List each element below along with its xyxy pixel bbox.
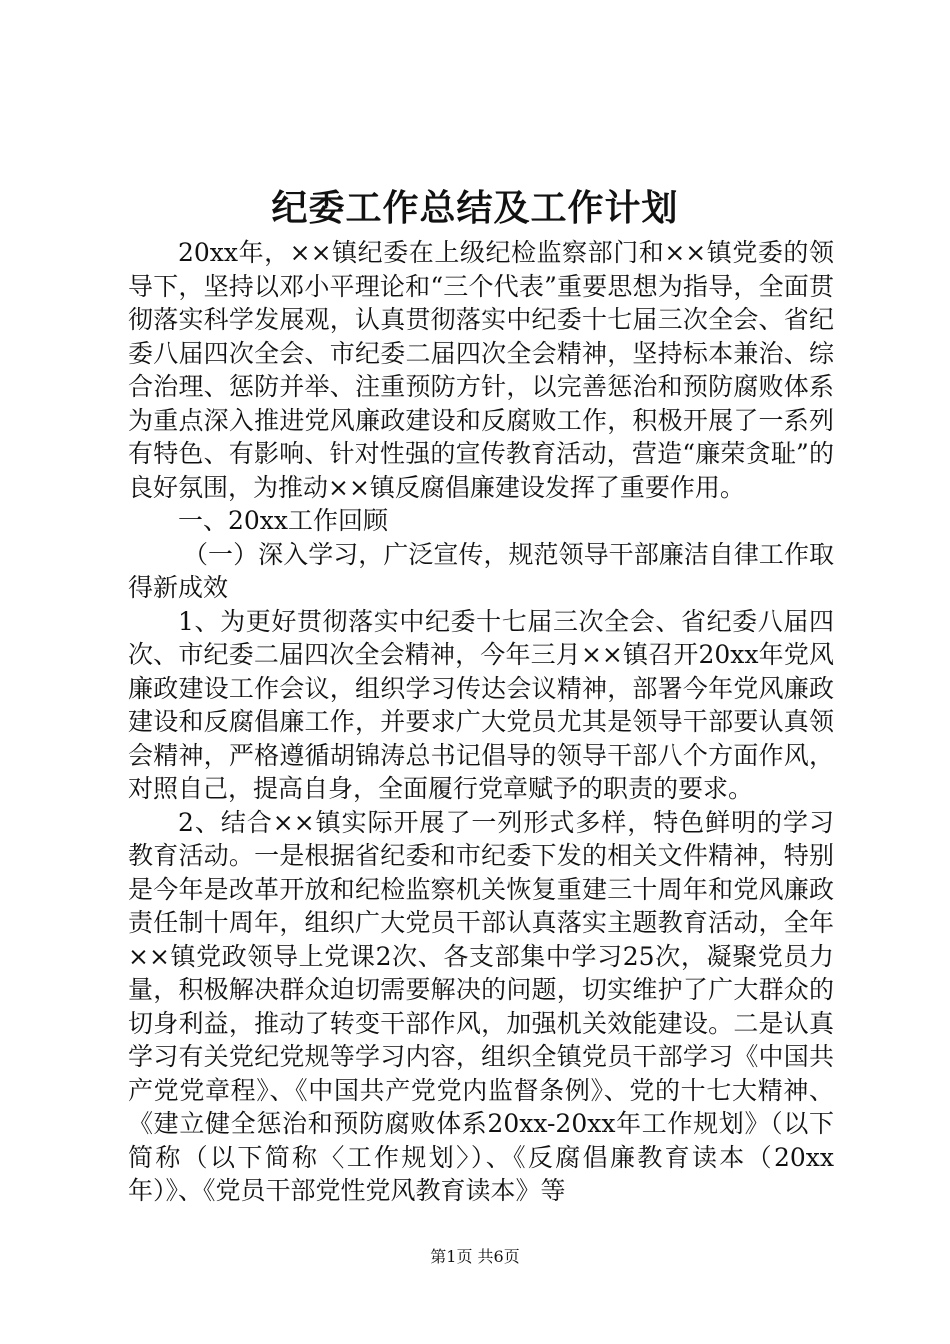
document-body (128, 236, 834, 1208)
page-footer: 第1页 共6页 (430, 1247, 520, 1266)
paragraph-item-1: 1、为更好贯彻落实中纪委十七届三次全会、省纪委八届四次、市纪委二届四次全会精神，今年三月××镇召开20xx年党风廉政建设工作会议，组织学习传达会议精神，部署今年党风廉政建设和反腐倡廉工作，并要求广大党员尤其是领导干部要认真领会精神，严格遵循胡锦涛总书记倡导的领导干部八个方面作风，对照自己，提高自身，全面履行党章赋予的职责的要求。 (128, 606, 834, 803)
paragraph-intro: 20xx年，××镇纪委在上级纪检监察部门和××镇党委的领导下，坚持以邓小平理论和“三个代表”重要思想为指导，全面贯彻落实科学发展观，认真贯彻落实中纪委十七届三次全会、省纪委八届四次全会、市纪委二届四次全会精神，坚持标本兼治、综合治理、惩防并举、注重预防方针，以完善惩治和预防腐败体系为重点深入推进党风廉政建设和反腐败工作，积极开展了一系列有特色、有影响、针对性强的宣传教育活动，营造“廉荣贪耻”的良好氛围，为推动××镇反腐倡廉建设发挥了重要作用。 (128, 238, 834, 502)
document-title: 纪委工作总结及工作计划 (271, 187, 679, 229)
subsection-heading: （一）深入学习，广泛宣传，规范领导干部廉洁自律工作取得新成效 (128, 539, 834, 602)
paragraph-item-2: 2、结合××镇实际开展了一列形式多样，特色鲜明的学习教育活动。一是根据省纪委和市纪委下发的相关文件精神，特别是今年是改革开放和纪检监察机关恢复重建三十周年和党风廉政责任制十周年，组织广大党员干部认真落实主题教育活动，全年××镇党政领导上党课2次、各支部集中学习25次，凝聚党员力量，积极解决群众迫切需要解决的问题，切实维护了广大群众的切身利益，推动了转变干部作风，加强机关效能建设。二是认真学习有关党纪党规等学习内容，组织全镇党员干部学习《中国共产党党章程》、《中国共产党党内监督条例》、党的十七大精神、《建立健全惩治和预防腐败体系20xx-20xx年工作规划》（以下简称（以下简称〈工作规划〉）、《反腐倡廉教育读本（20xx年）》、《党员干部党性党风教育读本》等 (128, 807, 834, 1205)
section-heading: 一、20xx工作回顾 (178, 506, 389, 535)
